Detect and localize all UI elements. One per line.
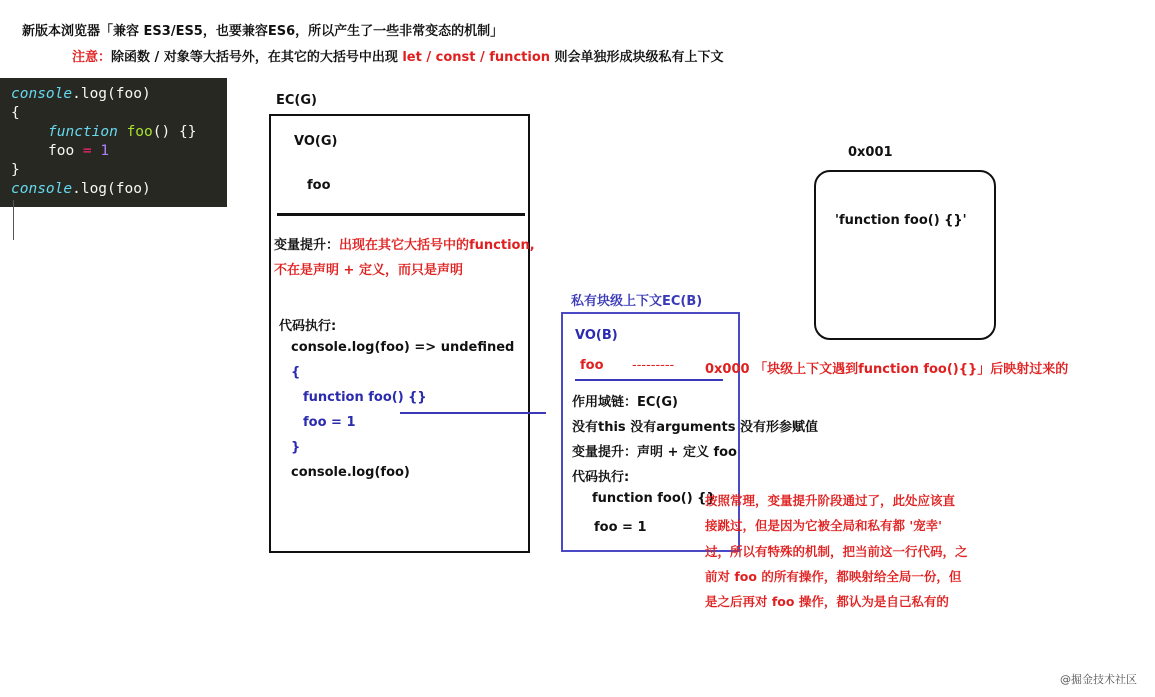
ecg-hoist-text1: 出现在其它大括号中的function, (339, 238, 535, 253)
note-keywords: let / const / function (402, 50, 551, 65)
ecg-vo-label: VO(G) (294, 134, 338, 149)
ecb-dashes: --------- (632, 358, 675, 373)
connector-line (400, 412, 546, 414)
note-mid: 除函数 / 对象等大括号外，在其它的大括号中出现 (111, 50, 403, 65)
ecg-divider (277, 213, 525, 216)
ecb-scope-chain: 作用域链：EC(G) (572, 395, 678, 410)
ecg-vo-var: foo (307, 178, 331, 193)
explanation-line2: 接跳过，但是因为它被全局和私有都 '宠幸' (705, 518, 943, 533)
note-suffix: 则会单独形成块级私有上下文 (550, 50, 724, 65)
explanation-line3: 过，所以有特殊的机制，把当前这一行代码，之 (705, 544, 968, 559)
code-line-1: console.log(foo) (11, 86, 151, 102)
ecb-no-this: 没有this 没有arguments 没有形参赋值 (572, 420, 819, 435)
ecg-exec-line1: console.log(foo) => undefined (291, 340, 515, 355)
ecg-exec-line3: function foo() {} (303, 390, 427, 405)
ecg-exec-line6: console.log(foo) (291, 465, 410, 480)
ecg-hoist-line1 (274, 234, 535, 253)
ecg-label: EC(G) (276, 93, 317, 108)
ecg-exec-label: 代码执行: (279, 319, 337, 334)
explanation-line5: 是之后再对 foo 操作，都认为是自己私有的 (705, 594, 949, 609)
ecb-label: 私有块级上下文EC(B) (571, 294, 703, 309)
ecb-exec-line2: foo = 1 (594, 520, 647, 535)
ecb-vo-label: VO(B) (575, 328, 618, 343)
code-line-3: function foo() {} (48, 124, 197, 140)
ecb-vo-var: foo (580, 358, 604, 373)
ecg-exec-line2: { (291, 365, 301, 380)
code-line-6: console.log(foo) (11, 181, 151, 197)
code-panel (0, 78, 227, 207)
ecg-exec-line5: } (291, 440, 301, 455)
explanation-line1: 按照常理，变量提升阶段通过了，此处应该直 (705, 493, 956, 508)
heap-label: 0x001 (848, 145, 893, 160)
note-prefix: 注意： (72, 50, 112, 65)
ecg-hoist-line2: 不在是声明 + 定义，而只是声明 (274, 263, 463, 278)
explanation-line4: 前对 foo 的所有操作，都映射给全局一份，但 (705, 569, 962, 584)
ecb-exec-label: 代码执行: (572, 470, 630, 485)
heap-box (814, 170, 996, 340)
ecg-hoist-prefix: 变量提升： (274, 238, 340, 253)
code-line-4: foo = 1 (48, 143, 110, 159)
code-line-5: } (11, 162, 20, 178)
ecg-exec-line4: foo = 1 (303, 415, 356, 430)
heap-content: 'function foo() {}' (835, 213, 967, 228)
code-line-2: { (11, 105, 20, 121)
note-line (72, 46, 724, 65)
ecb-vo-underline (575, 379, 723, 381)
indent-guide (13, 200, 14, 240)
ecb-exec-line1: function foo() {} (592, 491, 716, 506)
page-title: 新版本浏览器「兼容 ES3/ES5，也要兼容ES6，所以产生了一些非常变态的机制」 (22, 24, 504, 39)
watermark: @掘金技术社区 (1060, 673, 1137, 686)
ecb-ref: 0x000 「块级上下文遇到function foo(){}」后映射过来的 (705, 362, 1069, 377)
ecb-hoist: 变量提升：声明 + 定义 foo (572, 445, 737, 460)
